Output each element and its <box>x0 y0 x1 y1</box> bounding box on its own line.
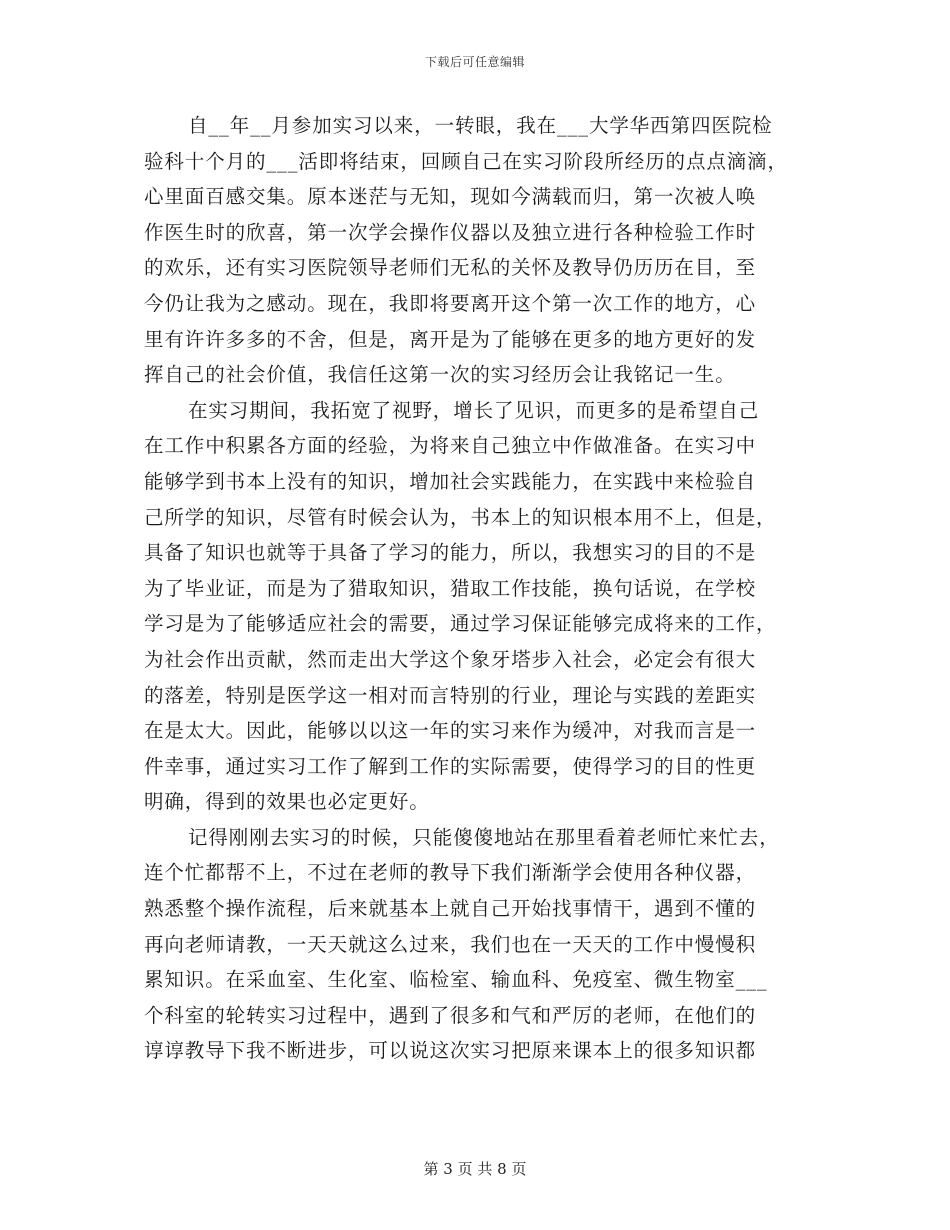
page-footer: 第 3 页 共 8 页 <box>423 1160 527 1178</box>
text-line: 挥自己的社会价值，我信任这第一次的实习经历会让我铭记一生。 <box>144 363 736 387</box>
text-line: 验科十个月的___活即将结束，回顾自己在实习阶段所经历的点点滴滴， <box>144 149 788 173</box>
text-line: 的落差，特别是医学这一相对而言特别的行业，理论与实践的差距实 <box>144 683 757 707</box>
text-line: 为社会作出贡献，然而走出大学这个象牙塔步入社会，必定会有很大 <box>144 647 757 671</box>
text-line: 自__年__月参加实习以来，一转眼，我在___大学华西第四医院检 <box>188 114 773 137</box>
text-line: 在实习期间，我拓宽了视野，增长了见识，而更多的是希望自己 <box>188 398 760 422</box>
text-line: 件幸事，通过实习工作了解到工作的实际需要，使得学习的目的性更 <box>144 754 757 778</box>
document-body <box>144 108 809 1069</box>
text-line: 作医生时的欣喜，第一次学会操作仪器以及独立进行各种检验工作时 <box>144 220 757 244</box>
text-line: 的欢乐，还有实习医院领导老师们无私的关怀及教导仍历历在目，至 <box>144 256 757 280</box>
text-line: 学习是为了能够适应社会的需要，通过学习保证能够完成将来的工作， <box>144 612 777 636</box>
text-line: 为了毕业证，而是为了猎取知识，猎取工作技能，换句话说，在学校 <box>144 576 757 600</box>
text-line: 具备了知识也就等于具备了学习的能力，所以，我想实习的目的不是 <box>144 541 757 565</box>
text-line: 心里面百感交集。原本迷茫与无知，现如今满载而归，第一次被人唤 <box>144 185 757 209</box>
text-line: 在工作中积累各方面的经验，为将来自己独立中作做准备。在实习中 <box>144 434 757 458</box>
text-line: 能够学到书本上没有的知识，增加社会实践能力，在实践中来检验自 <box>144 469 757 493</box>
text-line: 在是太大。因此，能够以以这一年的实习来作为缓冲，对我而言是一 <box>144 719 757 743</box>
text-line: 累知识。在采血室、生化室、临检室、输血科、免疫室、微生物室___ <box>144 968 768 992</box>
text-line: 再向老师请教，一天天就这么过来，我们也在一天天的工作中慢慢积 <box>144 932 757 956</box>
text-line: 个科室的轮转实习过程中，遇到了很多和气和严厉的老师，在他们的 <box>144 1003 757 1027</box>
text-line: 谆谆教导下我不断进步，可以说这次实习把原来课本上的很多知识都 <box>144 1039 757 1063</box>
page-header: 下载后可任意编辑 <box>424 55 525 69</box>
text-line: 熟悉整个操作流程，后来就基本上就自己开始找事情干，遇到不懂的 <box>144 897 757 921</box>
text-line: 己所学的知识，尽管有时候会认为，书本上的知识根本用不上，但是， <box>144 505 777 529</box>
text-line: 明确，得到的效果也必定更好。 <box>144 790 430 814</box>
text-line: 连个忙都帮不上，不过在老师的教导下我们渐渐学会使用各种仪器， <box>144 861 757 885</box>
text-line: 记得刚刚去实习的时候，只能傻傻地站在那里看着老师忙来忙去， <box>188 825 780 849</box>
text-line: 里有许许多多的不舍，但是，离开是为了能够在更多的地方更好的发 <box>144 327 757 351</box>
text-line: 今仍让我为之感动。现在，我即将要离开这个第一次工作的地方，心 <box>144 291 757 315</box>
